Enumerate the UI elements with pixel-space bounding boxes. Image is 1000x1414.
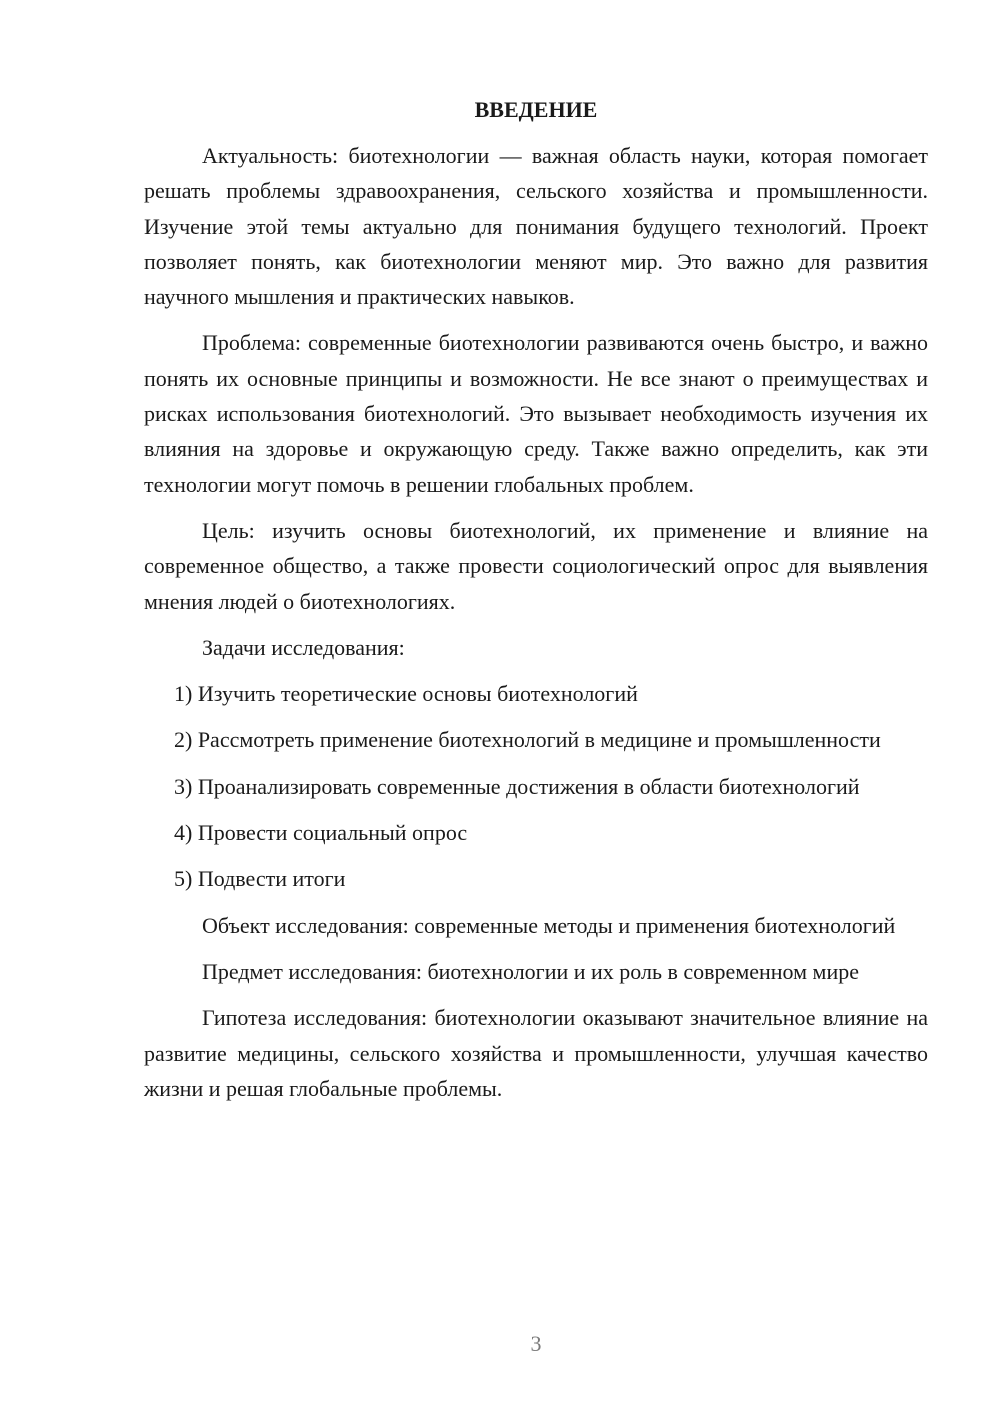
task-item-2: 2) Рассмотреть применение биотехнологий в медицине и промышленности bbox=[174, 727, 881, 753]
paragraph-problem: Проблема: современные биотехнологии развиваются очень быстро, и важно понять их основные принципы и возможности. Не все знают о преимуществах и рисках использования биотехнологий. Это вызывает необходимость изучения их влияния на здоровье и окружающую среду. Также важно определить, как эти технологии могут помочь в решении глобальных проблем. bbox=[144, 330, 928, 497]
paragraph-relevance: Актуальность: биотехнологии — важная область науки, которая помогает решать проблемы здравоохранения, сельского хозяйства и промышленности. Изучение этой темы актуально для понимания будущего технологий. Проект позволяет понять, как биотехнологии меняют мир. Это важно для развития научного мышления и практических навыков. bbox=[144, 143, 928, 310]
paragraph-subject: Предмет исследования: биотехнологии и их роль в современном мире bbox=[202, 958, 860, 984]
paragraph-goal: Цель: изучить основы биотехнологий, их применение и влияние на современное общество, а также провести социологический опрос для выявления мнения людей о биотехнологиях. bbox=[144, 517, 928, 614]
paragraph-hypothesis: Гипотеза исследования: биотехнологии оказывают значительное влияние на развитие медицины, сельского хозяйства и промышленности, улучшая качество жизни и решая глобальные проблемы. bbox=[144, 1005, 928, 1101]
section-title: ВВЕДЕНИЕ bbox=[474, 97, 598, 122]
task-item-3: 3) Проанализировать современные достижения в области биотехнологий bbox=[174, 773, 860, 799]
task-item-1: 1) Изучить теоретические основы биотехнологий bbox=[174, 681, 638, 707]
task-item-4: 4) Провести социальный опрос bbox=[174, 820, 468, 846]
task-item-5: 5) Подвести итоги bbox=[174, 866, 346, 892]
page-number: 3 bbox=[530, 1331, 542, 1356]
page-content bbox=[144, 92, 928, 1117]
tasks-heading: Задачи исследования: bbox=[202, 634, 405, 660]
paragraph-object: Объект исследования: современные методы и применения биотехнологий bbox=[202, 912, 896, 938]
